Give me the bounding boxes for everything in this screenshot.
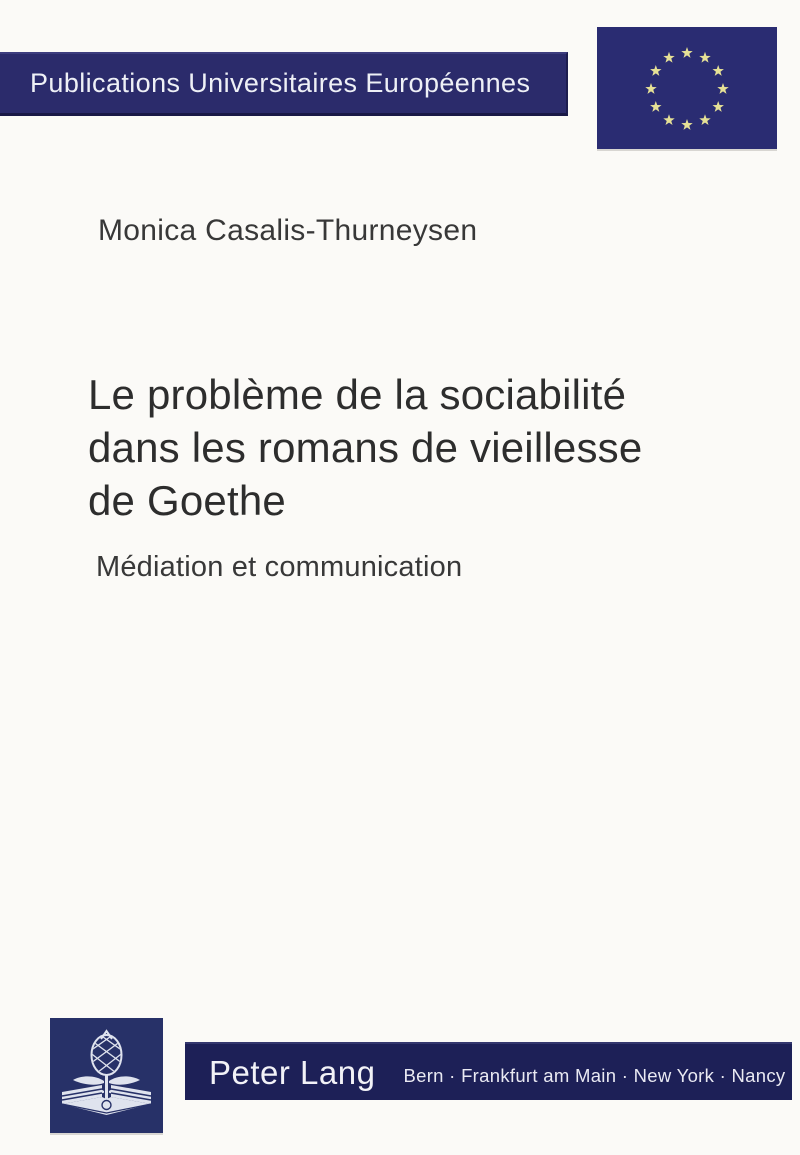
- peter-lang-book-emblem-icon: [50, 1018, 163, 1133]
- publisher-cities: Bern · Frankfurt am Main · New York · Nancy: [403, 1065, 786, 1086]
- publisher-name: Peter Lang: [209, 1054, 376, 1091]
- star-icon: [663, 114, 674, 125]
- star-icon: [712, 65, 723, 76]
- star-icon: [699, 114, 710, 125]
- title-line-3: de Goethe: [88, 477, 286, 524]
- star-icon: [645, 83, 656, 94]
- star-icon: [663, 52, 674, 63]
- eu-flag-stars-icon: [597, 27, 777, 149]
- publisher-banner: [185, 1042, 792, 1100]
- eu-flag: [597, 27, 777, 149]
- book-subtitle: Médiation et communication: [96, 551, 463, 583]
- series-banner: [0, 52, 568, 116]
- star-icon: [650, 101, 661, 112]
- star-icon: [681, 47, 692, 58]
- star-icon: [650, 65, 661, 76]
- title-line-2: dans les romans de vieillesse: [88, 424, 643, 471]
- star-icon: [699, 52, 710, 63]
- book-title: [88, 368, 642, 527]
- title-line-1: Le problème de la sociabilité: [88, 371, 627, 418]
- star-icon: [712, 101, 723, 112]
- author-name: Monica Casalis-Thurneysen: [98, 214, 478, 247]
- publisher-logo: [50, 1018, 163, 1133]
- series-banner-label: Publications Universitaires Européennes: [30, 68, 531, 98]
- star-icon: [717, 83, 728, 94]
- star-icon: [681, 119, 692, 130]
